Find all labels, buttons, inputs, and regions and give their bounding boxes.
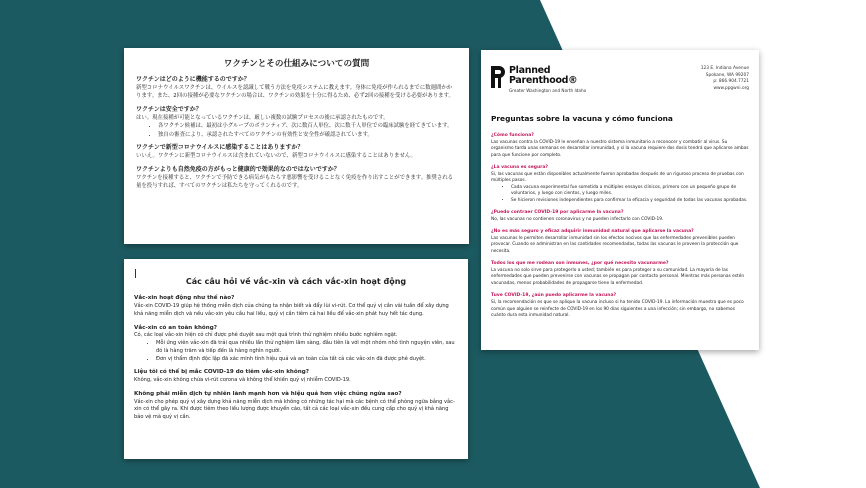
question: Todos los que me rodean son inmunes, ¿por qué necesito vacunarme? [491, 261, 669, 267]
answer: はい。現在接種が可能となっているワクチンは、厳しい複数の試験プロセスの後に承認されたものです。 [136, 114, 389, 121]
bullet-item: • Đơn vị thẩm định độc lập đã xác minh tính hiệu quả và an toàn của tất cả các vắc-xin đã được phê duyệt. [156, 356, 458, 364]
logo-line-1: Planned [509, 65, 551, 76]
answer: Vắc-xin COVID-19 giúp hệ thống miễn dịch của chúng ta nhận biết và đẩy lùi vi-rút. Cơ thể quý vị cần vài tuần để xây dựng khả năng miễn dịch và nếu vắc-xin yêu cầu hai liều, quý vị cần tiêm cả hai liều để vắc-xin phát huy hết tác dụng. [134, 302, 449, 317]
question: ¿Puedo contraer COVID-19 por aplicarme la vacuna? [491, 210, 624, 215]
bullet-list [136, 122, 457, 139]
answer: ワクチンを接種すると、ワクチンで予防できる病気がもたらす悪影響を受けることなく免疫を作り出すことができます。推奨される量を投与すれば、すべてのワクチンは私たちを守ってくれるのです。 [136, 174, 454, 189]
question: ワクチンで新型コロナウイルスに感染することはありますか？ [136, 144, 304, 152]
answer: Sí, las vacunas que están disponibles actualmente fueron aprobadas después de un riguroso proceso de pruebas con múltiples pasos. [491, 171, 744, 184]
address-line: Spokane, WA 99207 [705, 72, 749, 78]
bullet-list [491, 185, 749, 204]
question: ワクチンは安全ですか？ [136, 105, 202, 113]
question: Vắc-xin hoạt động như thế nào? [134, 295, 235, 301]
answer: いいえ。ワクチンに新型コロナウイルスは含まれていないので、新型コロナウイルスに感染することはありません。 [136, 153, 416, 160]
answer: Có, các loại vắc-xin hiện có chỉ được phê duyệt sau một quá trình thử nghiệm nhiều bước nghiêm ngặt. [134, 332, 398, 339]
answer: Sí, la recomendación es que se aplique la vacuna incluso si ha tenido COVID-19. La información muestra que es poco común que alguien se reinfecte de COVID-19 en los 90 días siguientes a una infección; sin embargo, no sabemos cuánto dura esta inmunidad natural. [491, 300, 744, 318]
question: ワクチンはどのように機能するのですか？ [136, 76, 250, 83]
doc-title: Preguntas sobre la vacuna y cómo funciona [491, 114, 673, 123]
answer: Không, vắc-xin không chứa vi-rút corona và không thể khiến quý vị nhiễm COVID-19. [134, 376, 351, 383]
question: Tuve COVID-19, ¿aún puedo aplicarme la vacuna? [491, 293, 617, 299]
answer: Vắc-xin cho phép quý vị xây dựng khả năng miễn dịch mà không có những tác hại mà các bệnh có thể phòng ngừa bằng vắc-xin có thể gây ra. Khi được tiêm theo liều lượng được khuyến cáo, tất cả các loại vắc-xin đều cung cấp cho quý vị khả năng bảo vệ mà quý vị cần. [134, 398, 455, 421]
bullet-list [134, 340, 458, 364]
document-vietnamese [124, 259, 468, 459]
answer: Las vacunas le permiten desarrollar inmunidad sin los efectos nocivos que las enfermedades prevenibles pueden provocar. Cuando se administran en las cantidades recomendadas, todas las vacunas le proveen la protección que necesita. [491, 235, 739, 254]
answer: Las vacunas contra la COVID-19 le enseñan a nuestro sistema inmunitario a reconocer y combatir al virus. Su organismo tarda unas semanas en desarrollar inmunidad, y si la vacuna requiere dos dosis tendrá que aplicarse ambas para que funcione por completo. [491, 139, 749, 158]
doc-title: Các câu hỏi về vắc-xin và cách vắc-xin hoạt động [185, 277, 407, 286]
question: ¿No es más seguro y eficaz adquirir inmunidad natural que aplicarse la vacuna? [491, 229, 694, 235]
question: Không phải miễn dịch tự nhiên lành mạnh hơn và hiệu quả hơn việc chủng ngừa sao? [134, 390, 402, 397]
question: ¿Cómo funciona? [491, 133, 534, 138]
question: Liệu tôi có thể bị mắc COVID-19 do tiêm vắc-xin không? [134, 369, 309, 375]
logo-subtitle: Greater Washington and North Idaho [509, 87, 587, 93]
planned-parenthood-logo [491, 66, 586, 93]
pp-logo-icon [491, 66, 505, 88]
bullet-item: • Se hicieron revisiones independientes para confirmar la eficacia y seguridad de todas las vacunas aprobadas. [511, 198, 749, 204]
website-line: www.ppgwni.org [713, 85, 749, 91]
logo-line-2: Parenthood® [509, 74, 578, 86]
bullet-item: • Cada vacuna experimental fue sometida a múltiples ensayos clínicos, primero con un pequeño grupo de voluntarios, y luego con cientos, y luego miles. [511, 185, 749, 198]
question: Vắc-xin có an toàn không? [134, 324, 218, 331]
address-line: 123 E. Indiana Avenue [700, 66, 749, 71]
document-japanese [124, 48, 469, 244]
address-block [701, 66, 749, 93]
answer: 新型コロナウイルスワクチンは、ウイルスを認識して戦う方法を免疫システムに教えます。身体に免疫が作られるまでに数週間かかります。また、2回の接種が必要なワクチンの場合は、ワクチンの効果を十分に得るため、必ず2回の接種を受ける必要があります。 [136, 85, 454, 100]
bullet-item: • Mỗi ứng viên vắc-xin đã trải qua nhiều lần thử nghiệm lâm sàng, đầu tiên là với một nhóm nhỏ tình nguyện viên, sau đó là hàng trăm và tiếp đến là hàng nghìn người. [156, 340, 458, 356]
phone-line: p: 866.904.7721 [713, 79, 749, 85]
answer: No, las vacunas no contienen coronavirus y no pueden infectarlo con COVID-19. [491, 216, 664, 222]
text-cursor [135, 269, 136, 278]
bullet-item: • 独自の審査により、承認されたすべてのワクチンの有効性と安全性が確認されています。 [158, 131, 457, 139]
question: ワクチンよりも自然免疫の方がもっと健康的で効果的なのではないですか？ [136, 165, 340, 173]
letterhead [491, 62, 749, 102]
document-spanish [481, 50, 759, 350]
question: ¿La vacuna es segura? [491, 165, 549, 171]
bullet-item: • 各ワクチン候補は、最初は小グループのボランティア、次に数百人単位、次に数千人単位での臨床試験を経てきています。 [158, 122, 457, 130]
doc-title: ワクチンとその仕組みについての質問 [223, 59, 370, 69]
answer: La vacuna no solo sirve para protegerlo a usted; también es para proteger a su comunidad. La mayoría de las enfermedades que pueden prevenirse con vacunas se propagan por contacto personal. Mientras más personas estén vacunadas, menos probabilidades de propagarse tiene la enfermedad. [491, 268, 745, 286]
